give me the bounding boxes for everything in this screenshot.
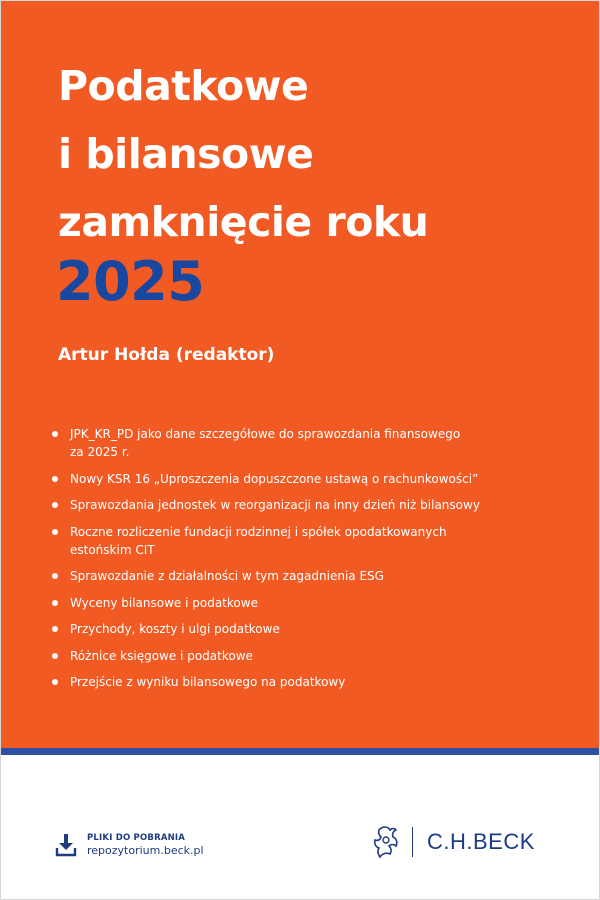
bullet-icon [52,679,58,685]
publisher-brand [372,823,535,861]
topic-text-continued: estońskim CIT [70,542,155,557]
book-title [58,52,578,256]
book-author: Artur Hołda (redaktor) [58,345,275,365]
cover-divider-strip [0,748,600,755]
bullet-icon [52,431,58,437]
publisher-name: C.H.BECK [427,829,535,854]
topic-item [52,594,522,612]
topic-text: JPK_KR_PD jako dane szczegółowe do sprawozdania finansowego [70,427,461,441]
topic-text-continued: za 2025 r. [70,445,130,459]
title-line-1: Podatkowe [58,62,309,110]
bullet-icon [52,626,58,632]
bullet-icon [52,653,58,659]
publisher-divider [412,827,413,857]
griffin-logo-icon [372,824,402,860]
topic-text: Sprawozdanie z działalności w tym zagadnienia ESG [70,569,384,583]
topic-text: Różnice księgowe i podatkowe [70,648,253,663]
download-title: PLIKI DO POBRANIA [87,833,186,843]
topic-item [52,673,522,691]
bullet-icon [52,600,58,606]
topic-text: Wyceny bilansowe i podatkowe [70,595,258,610]
topic-item [52,620,522,638]
book-year: 2025 [56,250,205,313]
download-icon [55,833,77,857]
bullet-icon [52,502,58,508]
topics-list [52,425,522,700]
bullet-icon [52,573,58,579]
download-files-link[interactable] [55,832,204,858]
topic-item [52,567,522,585]
topic-text: Roczne rozliczenie fundacji rodzinnej i spółek opodatkowanych [70,524,447,539]
topic-text: Przejście z wyniku bilansowego na podatkowy [70,675,346,689]
download-text [87,832,204,858]
topic-text: Nowy KSR 16 „Uproszczenia dopuszczone ustawą o rachunkowości” [70,471,479,486]
topic-text: Sprawozdania jednostek w reorganizacji na inny dzień niż bilansowy [70,498,480,512]
topic-item [52,470,522,488]
topic-item [52,523,522,559]
title-line-2: i bilansowe [58,130,314,178]
download-url[interactable]: repozytorium.beck.pl [87,844,204,857]
topic-item [52,425,522,461]
bullet-icon [52,529,58,535]
title-line-3: zamknięcie roku [58,198,429,246]
topic-item [52,496,522,514]
topic-text: Przychody, koszty i ulgi podatkowe [70,622,280,636]
topic-item [52,647,522,665]
bullet-icon [52,476,58,482]
